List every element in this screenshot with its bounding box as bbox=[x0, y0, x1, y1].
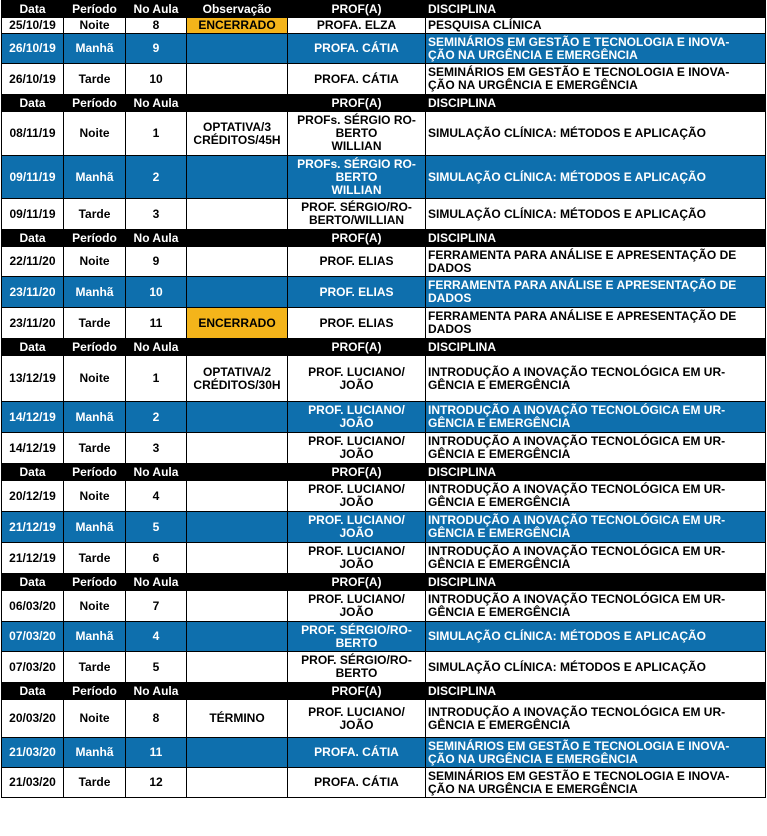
cell-disciplina-line: DADOS bbox=[428, 291, 472, 305]
cell-prof-line: PROF. SÉRGIO/RO- bbox=[301, 653, 412, 667]
table-row bbox=[2, 18, 766, 34]
cell-prof bbox=[288, 700, 426, 738]
cell-data: 14/12/19 bbox=[2, 402, 64, 433]
header-data: Data bbox=[2, 339, 64, 356]
cell-observacao bbox=[187, 112, 288, 156]
cell-disciplina-line: INTRODUÇÃO A INOVAÇÃO TECNOLÓGICA EM UR- bbox=[428, 434, 726, 448]
header-aula: No Aula bbox=[126, 1, 187, 18]
header-disciplina: DISCIPLINA bbox=[426, 464, 766, 481]
cell-disciplina-line: SIMULAÇÃO CLÍNICA: MÉTODOS E APLICAÇÃO bbox=[428, 169, 706, 184]
cell-prof-line: PROF. SÉRGIO/RO- bbox=[301, 200, 412, 214]
cell-disciplina-line: FERRAMENTA PARA ANÁLISE E APRESENTAÇÃO DE bbox=[428, 309, 737, 323]
cell-disciplina bbox=[426, 768, 766, 798]
header-data: Data bbox=[2, 1, 64, 18]
cell-disciplina-line: INTRODUÇÃO A INOVAÇÃO TECNOLÓGICA EM UR- bbox=[428, 544, 726, 558]
cell-aula: 1 bbox=[126, 112, 187, 156]
cell-disciplina bbox=[426, 156, 766, 199]
cell-aula: 7 bbox=[126, 591, 187, 622]
cell-periodo: Tarde bbox=[64, 308, 126, 339]
cell-prof bbox=[288, 402, 426, 433]
cell-observacao bbox=[187, 156, 288, 199]
table-row bbox=[2, 591, 766, 622]
cell-observacao bbox=[187, 768, 288, 798]
cell-prof-line: JOÃO bbox=[339, 416, 374, 430]
cell-disciplina-line: SEMINÁRIOS EM GESTÃO E TECNOLOGIA E INOVA- bbox=[428, 738, 730, 753]
cell-disciplina bbox=[426, 247, 766, 277]
header-row bbox=[2, 574, 766, 591]
cell-aula: 2 bbox=[126, 402, 187, 433]
cell-disciplina-line: SIMULAÇÃO CLÍNICA: MÉTODOS E APLICAÇÃO bbox=[428, 126, 706, 140]
cell-observacao bbox=[187, 481, 288, 512]
cell-observacao bbox=[187, 433, 288, 464]
cell-disciplina-line: SIMULAÇÃO CLÍNICA: MÉTODOS E APLICAÇÃO bbox=[428, 659, 706, 674]
cell-prof bbox=[288, 112, 426, 156]
cell-aula: 6 bbox=[126, 543, 187, 574]
cell-data: 21/12/19 bbox=[2, 512, 64, 543]
header-prof: PROF(A) bbox=[288, 464, 426, 481]
cell-periodo: Noite bbox=[64, 112, 126, 156]
cell-disciplina bbox=[426, 433, 766, 464]
cell-periodo: Tarde bbox=[64, 543, 126, 574]
cell-disciplina bbox=[426, 481, 766, 512]
table-row bbox=[2, 543, 766, 574]
cell-prof bbox=[288, 622, 426, 652]
cell-data: 13/12/19 bbox=[2, 356, 64, 402]
cell-prof-line: PROF. ELIAS bbox=[319, 284, 394, 299]
cell-disciplina bbox=[426, 543, 766, 574]
cell-data: 25/10/19 bbox=[2, 18, 64, 34]
cell-periodo: Manhã bbox=[64, 512, 126, 543]
cell-observacao bbox=[187, 402, 288, 433]
cell-observacao-line: CRÉDITOS/30H bbox=[193, 377, 281, 392]
header-observacao bbox=[187, 339, 288, 356]
cell-prof-line: JOÃO bbox=[339, 605, 374, 619]
cell-disciplina-line: SEMINÁRIOS EM GESTÃO E TECNOLOGIA E INOVA- bbox=[428, 768, 730, 783]
cell-prof-line: PROF. LUCIANO/ bbox=[308, 403, 405, 417]
cell-disciplina bbox=[426, 402, 766, 433]
cell-prof-line: PROF. LUCIANO/ bbox=[308, 592, 405, 606]
cell-prof bbox=[288, 768, 426, 798]
cell-prof-line: WILLIAN bbox=[331, 139, 382, 153]
cell-disciplina bbox=[426, 199, 766, 230]
cell-prof-line: JOÃO bbox=[339, 495, 374, 509]
cell-prof-line: PROFA. CÁTIA bbox=[314, 775, 399, 789]
cell-observacao bbox=[187, 64, 288, 95]
cell-data: 22/11/20 bbox=[2, 247, 64, 277]
header-aula: No Aula bbox=[126, 464, 187, 481]
header-periodo: Período bbox=[64, 464, 126, 481]
cell-data: 26/10/19 bbox=[2, 64, 64, 95]
cell-data: 23/11/20 bbox=[2, 277, 64, 308]
cell-disciplina-line: INTRODUÇÃO A INOVAÇÃO TECNOLÓGICA EM UR- bbox=[428, 364, 726, 379]
table-row bbox=[2, 308, 766, 339]
header-periodo: Período bbox=[64, 1, 126, 18]
cell-prof-line: PROFs. SÉRGIO RO- bbox=[297, 113, 416, 127]
header-observacao bbox=[187, 574, 288, 591]
header-periodo: Período bbox=[64, 683, 126, 700]
header-data: Data bbox=[2, 574, 64, 591]
cell-data: 23/11/20 bbox=[2, 308, 64, 339]
cell-aula: 10 bbox=[126, 64, 187, 95]
header-aula: No Aula bbox=[126, 574, 187, 591]
cell-prof-line: PROF. ELIAS bbox=[319, 315, 394, 330]
header-disciplina: DISCIPLINA bbox=[426, 683, 766, 700]
cell-prof-line: PROF. LUCIANO/ bbox=[308, 704, 405, 719]
cell-aula: 4 bbox=[126, 622, 187, 652]
cell-prof-line: PROFA. CÁTIA bbox=[314, 71, 399, 86]
header-prof: PROF(A) bbox=[288, 339, 426, 356]
cell-disciplina bbox=[426, 700, 766, 738]
header-observacao bbox=[187, 683, 288, 700]
cell-prof-line: WILLIAN bbox=[331, 182, 382, 197]
cell-aula: 4 bbox=[126, 481, 187, 512]
cell-disciplina-line: FERRAMENTA PARA ANÁLISE E APRESENTAÇÃO DE bbox=[428, 247, 737, 262]
cell-periodo: Noite bbox=[64, 481, 126, 512]
cell-data: 07/03/20 bbox=[2, 652, 64, 683]
cell-disciplina bbox=[426, 277, 766, 308]
cell-aula: 11 bbox=[126, 738, 187, 768]
cell-disciplina-line: ÇÃO NA URGÊNCIA E EMERGÊNCIA bbox=[428, 751, 638, 766]
cell-prof-line: JOÃO bbox=[339, 717, 374, 732]
cell-observacao bbox=[187, 512, 288, 543]
cell-observacao: TÉRMINO bbox=[187, 700, 288, 738]
cell-observacao bbox=[187, 34, 288, 64]
cell-periodo: Tarde bbox=[64, 433, 126, 464]
schedule-body bbox=[2, 1, 766, 798]
cell-disciplina-line: GÊNCIA E EMERGÊNCIA bbox=[428, 495, 571, 509]
cell-periodo: Manhã bbox=[64, 277, 126, 308]
cell-disciplina-line: DADOS bbox=[428, 260, 472, 275]
header-data: Data bbox=[2, 95, 64, 112]
header-aula: No Aula bbox=[126, 230, 187, 247]
cell-prof bbox=[288, 738, 426, 768]
cell-observacao-line: OPTATIVA/3 bbox=[202, 119, 271, 134]
header-disciplina: DISCIPLINA bbox=[426, 1, 766, 18]
header-prof: PROF(A) bbox=[288, 95, 426, 112]
cell-data: 08/11/19 bbox=[2, 112, 64, 156]
cell-aula: 5 bbox=[126, 652, 187, 683]
cell-observacao bbox=[187, 591, 288, 622]
cell-periodo: Tarde bbox=[64, 768, 126, 798]
cell-data: 09/11/19 bbox=[2, 156, 64, 199]
cell-observacao bbox=[187, 356, 288, 402]
header-aula: No Aula bbox=[126, 683, 187, 700]
cell-prof-line: BERTO bbox=[335, 169, 378, 184]
cell-data: 26/10/19 bbox=[2, 34, 64, 64]
cell-disciplina-line: GÊNCIA E EMERGÊNCIA bbox=[428, 377, 571, 392]
cell-data: 20/03/20 bbox=[2, 700, 64, 738]
cell-data: 07/03/20 bbox=[2, 622, 64, 652]
cell-prof bbox=[288, 481, 426, 512]
cell-disciplina-line: ÇÃO NA URGÊNCIA E EMERGÊNCIA bbox=[428, 47, 638, 62]
cell-periodo: Tarde bbox=[64, 199, 126, 230]
header-prof: PROF(A) bbox=[288, 230, 426, 247]
cell-aula: 11 bbox=[126, 308, 187, 339]
table-row bbox=[2, 64, 766, 95]
cell-prof-line: BERTO bbox=[335, 126, 378, 140]
cell-disciplina-line: GÊNCIA E EMERGÊNCIA bbox=[428, 605, 571, 619]
table-row bbox=[2, 768, 766, 798]
cell-periodo: Noite bbox=[64, 700, 126, 738]
header-row bbox=[2, 95, 766, 112]
cell-prof bbox=[288, 277, 426, 308]
table-row bbox=[2, 738, 766, 768]
cell-disciplina-line: FERRAMENTA PARA ANÁLISE E APRESENTAÇÃO DE bbox=[428, 278, 737, 292]
header-observacao bbox=[187, 95, 288, 112]
cell-disciplina-line: PESQUISA CLÍNICA bbox=[428, 18, 542, 32]
header-disciplina: DISCIPLINA bbox=[426, 574, 766, 591]
header-disciplina: DISCIPLINA bbox=[426, 230, 766, 247]
table-row bbox=[2, 112, 766, 156]
header-row bbox=[2, 230, 766, 247]
cell-data: 21/03/20 bbox=[2, 738, 64, 768]
cell-disciplina-line: DADOS bbox=[428, 322, 472, 336]
table-row bbox=[2, 700, 766, 738]
cell-data: 21/03/20 bbox=[2, 768, 64, 798]
cell-data: 06/03/20 bbox=[2, 591, 64, 622]
cell-periodo: Noite bbox=[64, 356, 126, 402]
cell-data: 14/12/19 bbox=[2, 433, 64, 464]
header-row bbox=[2, 339, 766, 356]
table-row bbox=[2, 622, 766, 652]
cell-disciplina bbox=[426, 308, 766, 339]
header-observacao bbox=[187, 230, 288, 247]
cell-aula: 8 bbox=[126, 18, 187, 34]
cell-prof-line: PROF. LUCIANO/ bbox=[308, 364, 405, 379]
cell-disciplina-line: GÊNCIA E EMERGÊNCIA bbox=[428, 526, 571, 540]
cell-disciplina bbox=[426, 738, 766, 768]
cell-prof-line: PROF. ELIAS bbox=[319, 254, 394, 268]
cell-periodo: Manhã bbox=[64, 622, 126, 652]
cell-periodo: Noite bbox=[64, 591, 126, 622]
header-aula: No Aula bbox=[126, 339, 187, 356]
header-periodo: Período bbox=[64, 230, 126, 247]
table-row bbox=[2, 402, 766, 433]
cell-aula: 12 bbox=[126, 768, 187, 798]
cell-periodo: Manhã bbox=[64, 156, 126, 199]
header-disciplina: DISCIPLINA bbox=[426, 95, 766, 112]
cell-observacao bbox=[187, 622, 288, 652]
cell-prof-line: PROF. LUCIANO/ bbox=[308, 513, 405, 527]
cell-prof bbox=[288, 543, 426, 574]
cell-periodo: Tarde bbox=[64, 652, 126, 683]
cell-data: 20/12/19 bbox=[2, 481, 64, 512]
schedule-table bbox=[1, 0, 766, 798]
table-row bbox=[2, 156, 766, 199]
cell-prof-line: JOÃO bbox=[339, 447, 374, 461]
header-prof: PROF(A) bbox=[288, 1, 426, 18]
cell-disciplina bbox=[426, 34, 766, 64]
cell-disciplina-line: INTRODUÇÃO A INOVAÇÃO TECNOLÓGICA EM UR- bbox=[428, 592, 726, 606]
cell-aula: 9 bbox=[126, 247, 187, 277]
table-row bbox=[2, 199, 766, 230]
status-badge-encerrado: ENCERRADO bbox=[187, 308, 288, 339]
header-disciplina: DISCIPLINA bbox=[426, 339, 766, 356]
cell-prof bbox=[288, 591, 426, 622]
table-row bbox=[2, 34, 766, 64]
header-aula: No Aula bbox=[126, 95, 187, 112]
cell-disciplina bbox=[426, 591, 766, 622]
cell-disciplina-line: INTRODUÇÃO A INOVAÇÃO TECNOLÓGICA EM UR- bbox=[428, 482, 726, 496]
cell-prof bbox=[288, 433, 426, 464]
cell-disciplina-line: GÊNCIA E EMERGÊNCIA bbox=[428, 416, 571, 430]
cell-prof-line: JOÃO bbox=[339, 377, 374, 392]
cell-disciplina-line: INTRODUÇÃO A INOVAÇÃO TECNOLÓGICA EM UR- bbox=[428, 403, 726, 417]
cell-prof bbox=[288, 652, 426, 683]
header-observacao: Observação bbox=[187, 1, 288, 18]
cell-observacao-line: CRÉDITOS/45H bbox=[193, 132, 281, 147]
cell-prof-line: PROFA. CÁTIA bbox=[314, 41, 399, 55]
cell-aula: 3 bbox=[126, 433, 187, 464]
table-row bbox=[2, 481, 766, 512]
cell-prof-line: BERTO/WILLIAN bbox=[308, 213, 405, 227]
cell-disciplina bbox=[426, 64, 766, 95]
cell-prof bbox=[288, 34, 426, 64]
cell-prof-line: PROF. LUCIANO/ bbox=[308, 482, 405, 496]
cell-aula: 2 bbox=[126, 156, 187, 199]
cell-disciplina-line: ÇÃO NA URGÊNCIA E EMERGÊNCIA bbox=[428, 78, 638, 92]
cell-disciplina bbox=[426, 652, 766, 683]
cell-observacao bbox=[187, 738, 288, 768]
cell-periodo: Noite bbox=[64, 247, 126, 277]
cell-disciplina bbox=[426, 112, 766, 156]
cell-aula: 3 bbox=[126, 199, 187, 230]
cell-aula: 5 bbox=[126, 512, 187, 543]
cell-disciplina bbox=[426, 512, 766, 543]
cell-disciplina-line: GÊNCIA E EMERGÊNCIA bbox=[428, 717, 571, 732]
cell-observacao bbox=[187, 277, 288, 308]
cell-prof bbox=[288, 156, 426, 199]
cell-prof bbox=[288, 199, 426, 230]
table-row bbox=[2, 356, 766, 402]
cell-aula: 8 bbox=[126, 700, 187, 738]
cell-periodo: Manhã bbox=[64, 738, 126, 768]
header-periodo: Período bbox=[64, 95, 126, 112]
header-periodo: Período bbox=[64, 339, 126, 356]
cell-aula: 9 bbox=[126, 34, 187, 64]
cell-disciplina bbox=[426, 622, 766, 652]
cell-prof bbox=[288, 356, 426, 402]
cell-observacao-line: OPTATIVA/2 bbox=[202, 364, 271, 379]
cell-disciplina-line: ÇÃO NA URGÊNCIA E EMERGÊNCIA bbox=[428, 781, 638, 796]
cell-disciplina-line: GÊNCIA E EMERGÊNCIA bbox=[428, 447, 571, 461]
cell-prof-line: PROFs. SÉRGIO RO- bbox=[297, 156, 416, 171]
table-row bbox=[2, 512, 766, 543]
cell-disciplina-line: INTRODUÇÃO A INOVAÇÃO TECNOLÓGICA EM UR- bbox=[428, 513, 726, 527]
cell-observacao bbox=[187, 247, 288, 277]
cell-prof-line: PROFA. CÁTIA bbox=[314, 745, 399, 759]
cell-disciplina-line: SEMINÁRIOS EM GESTÃO E TECNOLOGIA E INOVA- bbox=[428, 65, 730, 79]
cell-prof-line: JOÃO bbox=[339, 526, 374, 540]
cell-prof-line: PROFA. ELZA bbox=[316, 18, 397, 32]
status-badge-encerrado: ENCERRADO bbox=[187, 18, 288, 34]
cell-disciplina-line: GÊNCIA E EMERGÊNCIA bbox=[428, 557, 571, 571]
cell-prof-line: JOÃO bbox=[339, 557, 374, 571]
cell-prof bbox=[288, 247, 426, 277]
cell-periodo: Tarde bbox=[64, 64, 126, 95]
cell-periodo: Manhã bbox=[64, 34, 126, 64]
header-observacao bbox=[187, 464, 288, 481]
cell-disciplina-line: SEMINÁRIOS EM GESTÃO E TECNOLOGIA E INOVA- bbox=[428, 34, 730, 49]
cell-prof-line: BERTO bbox=[335, 635, 378, 650]
cell-prof-line: PROF. LUCIANO/ bbox=[308, 544, 405, 558]
cell-observacao bbox=[187, 199, 288, 230]
cell-disciplina bbox=[426, 356, 766, 402]
cell-disciplina-line: INTRODUÇÃO A INOVAÇÃO TECNOLÓGICA EM UR- bbox=[428, 704, 726, 719]
table-row bbox=[2, 277, 766, 308]
cell-disciplina bbox=[426, 18, 766, 34]
cell-aula: 1 bbox=[126, 356, 187, 402]
table-row bbox=[2, 247, 766, 277]
cell-observacao bbox=[187, 543, 288, 574]
cell-aula: 10 bbox=[126, 277, 187, 308]
cell-disciplina-line: SIMULAÇÃO CLÍNICA: MÉTODOS E APLICAÇÃO bbox=[428, 206, 706, 221]
cell-periodo: Noite bbox=[64, 18, 126, 34]
cell-data: 21/12/19 bbox=[2, 543, 64, 574]
cell-prof bbox=[288, 64, 426, 95]
cell-prof bbox=[288, 18, 426, 34]
cell-prof-line: BERTO bbox=[335, 666, 378, 680]
header-row bbox=[2, 1, 766, 18]
cell-observacao bbox=[187, 652, 288, 683]
cell-disciplina-line: SIMULAÇÃO CLÍNICA: MÉTODOS E APLICAÇÃO bbox=[428, 629, 706, 643]
header-prof: PROF(A) bbox=[288, 574, 426, 591]
header-data: Data bbox=[2, 230, 64, 247]
header-prof: PROF(A) bbox=[288, 683, 426, 700]
header-row bbox=[2, 464, 766, 481]
cell-prof-line: PROF. LUCIANO/ bbox=[308, 434, 405, 448]
table-row bbox=[2, 433, 766, 464]
cell-periodo: Manhã bbox=[64, 402, 126, 433]
header-row bbox=[2, 683, 766, 700]
cell-data: 09/11/19 bbox=[2, 199, 64, 230]
cell-prof-line: PROF. SÉRGIO/RO- bbox=[301, 622, 412, 637]
header-data: Data bbox=[2, 683, 64, 700]
header-data: Data bbox=[2, 464, 64, 481]
header-periodo: Período bbox=[64, 574, 126, 591]
cell-prof bbox=[288, 308, 426, 339]
cell-prof bbox=[288, 512, 426, 543]
table-row bbox=[2, 652, 766, 683]
